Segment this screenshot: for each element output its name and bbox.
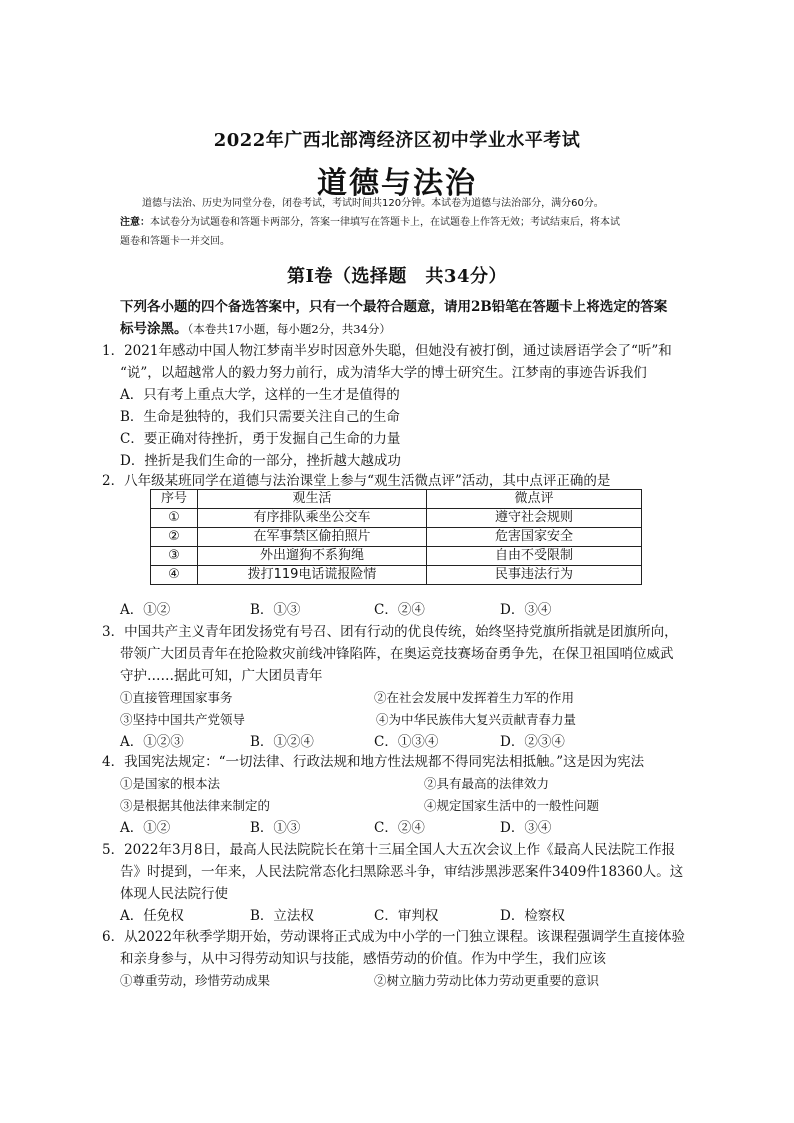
question-6-stem-line-2: 和亲身参与，从中习得劳动知识与技能，感悟劳动的价值。作为中学生，我们应该	[120, 951, 606, 967]
question-6-stem-line-1: 6．从2022年秋季学期开始，劳动课将正式成为中小学的一门独立课程。该课程强调学生直接体验	[102, 929, 685, 945]
notes-line-2	[120, 213, 692, 232]
question-6	[102, 926, 698, 992]
question-5-option-a: A．任免权	[120, 908, 184, 924]
question-3-option-b: B．①②④	[250, 734, 314, 750]
question-5-option-b: B．立法权	[250, 908, 314, 924]
notes-label: 注意：	[120, 217, 150, 228]
question-5-stem-line-3: 体现人民法院行使	[120, 886, 228, 902]
instructions-bold-end: 标号涂黑。	[120, 321, 188, 337]
question-2-option-c: C．②④	[374, 602, 425, 618]
observation-table	[150, 489, 642, 585]
question-3-option-a: A．①②③	[120, 734, 184, 750]
exam-title: 2022年广西北部湾经济区初中学业水平考试	[213, 130, 581, 151]
question-5	[102, 839, 698, 927]
table-cell: 外出遛狗不系狗绳	[198, 547, 427, 566]
question-1-stem-line-1: 1．2021年感动中国人物江梦南半岁时因意外失聪，但她没有被打倒，通过读唇语学会了“听”和	[102, 343, 672, 359]
question-1-stem-line-2: “说”，以超越常人的毅力努力前行，成为清华大学的博士研究生。江梦南的事迹告诉我们	[120, 365, 647, 381]
question-2-stem-line-1: 2．八年级某班同学在道德与法治课堂上参与“观生活微点评”活动，其中点评正确的是	[102, 473, 611, 489]
question-3-statement-1: ①直接管理国家事务	[120, 690, 233, 705]
question-4-statement-4: ④规定国家生活中的一般性问题	[424, 798, 600, 813]
question-4-statement-row	[102, 773, 698, 795]
notes-line-2-text: 本试卷分为试题卷和答题卡两部分，答案一律填写在答题卡上，在试题卷上作答无效；考试结束后，将本试	[150, 217, 620, 228]
question-5-option-row	[102, 905, 698, 927]
question-4-statement-3: ③是根据其他法律来制定的	[120, 798, 271, 813]
table-cell: 民事违法行为	[427, 566, 642, 585]
question-5-stem-line-2: 告》时提到，一年来，人民法院常态化扫黑除恶斗争，审结涉黑涉恶案件3409件18360人。这	[120, 864, 684, 880]
question-4-statement-1: ①是国家的根本法	[120, 776, 221, 791]
question-4-option-d: D．③④	[500, 820, 552, 836]
question-2-option-row	[102, 599, 698, 621]
table-header-cell: 观生活	[198, 490, 427, 509]
table-row	[151, 566, 642, 585]
question-2-option-d: D．③④	[500, 602, 552, 618]
section-instructions	[120, 296, 692, 340]
question-5-stem-line-1: 5．2022年3月8日，最高人民法院院长在第十三届全国人大五次会议上作《最高人民法院工作报	[102, 842, 676, 858]
table-row	[151, 547, 642, 566]
table-cell: 危害国家安全	[427, 528, 642, 547]
question-3-stem-line-2: 带领广大团员青年在抢险救灾前线冲锋陷阵，在奥运竞技赛场奋勇争先，在保卫祖国哨位威武	[120, 646, 674, 662]
table-cell: ①	[151, 509, 198, 528]
question-4-option-a: A．①②	[120, 820, 171, 836]
question-4	[102, 751, 698, 839]
question-4-stem-line-1: 4．我国宪法规定：“一切法律、行政法规和地方性法规都不得同宪法相抵触。”这是因为宪法	[102, 754, 645, 770]
notes-line-1: 道德与法治、历史为同堂分卷，闭卷考试，考试时间共120分钟。本试卷为道德与法治部分，满分60分。	[142, 198, 604, 209]
table-row	[151, 528, 642, 547]
question-4-option-c: C．②④	[374, 820, 425, 836]
question-3-stem-line-1: 3．中国共产主义青年团发扬党有号召、团有行动的优良传统，始终坚持党旗所指就是团旗所向，	[102, 624, 678, 640]
table-cell: 遵守社会规则	[427, 509, 642, 528]
question-6-statement-row	[102, 970, 698, 992]
question-6-statement-2: ②树立脑力劳动比体力劳动更重要的意识	[374, 973, 600, 988]
question-5-option-d: D．检察权	[500, 908, 565, 924]
table-cell: ②	[151, 528, 198, 547]
table-cell: ③	[151, 547, 198, 566]
question-1-option-c: C．要正确对待挫折，勇于发掘自己生命的力量	[120, 431, 401, 447]
exam-notes	[120, 194, 692, 251]
instructions-note: （本卷共17小题，每小题2分，共34分）	[187, 322, 391, 336]
question-3-statement-row	[102, 709, 698, 731]
question-4-statement-2: ②具有最高的法律效力	[424, 776, 550, 791]
question-1-option-d: D．挫折是我们生命的一部分，挫折越大越成功	[120, 453, 401, 469]
table-cell: 自由不受限制	[427, 547, 642, 566]
question-1-option-a: A．只有考上重点大学，这样的一生才是值得的	[120, 387, 400, 403]
question-3	[102, 621, 698, 753]
question-3-stem-line-3: 守护……据此可知，广大团员青年	[120, 668, 323, 684]
table-cell: 有序排队乘坐公交车	[198, 509, 427, 528]
section-title: 第Ⅰ卷（选择题 共34分）	[287, 266, 507, 287]
table-header-cell: 序号	[151, 490, 198, 509]
question-2-option-a: A．①②	[120, 602, 171, 618]
question-3-statement-2: ②在社会发展中发挥着生力军的作用	[374, 690, 575, 705]
instructions-line-1: 下列各小题的四个备选答案中，只有一个最符合题意，请用2B铅笔在答题卡上将选定的答案	[120, 299, 668, 315]
question-4-option-row	[102, 817, 698, 839]
question-3-option-d: D．②③④	[500, 734, 565, 750]
question-3-statement-row	[102, 687, 698, 709]
question-3-statement-3: ③坚持中国共产党领导	[120, 712, 246, 727]
table-header-row	[151, 490, 642, 509]
question-6-statement-1: ①尊重劳动，珍惜劳动成果	[120, 973, 271, 988]
instructions-line-2	[120, 318, 692, 340]
question-3-statement-4: ④为中华民族伟大复兴贡献青春力量	[376, 712, 577, 727]
question-4-statement-row	[102, 795, 698, 817]
question-3-option-row	[102, 731, 698, 753]
table-header-cell: 微点评	[427, 490, 642, 509]
question-1	[102, 340, 698, 472]
question-2-options	[102, 599, 698, 621]
table-cell: ④	[151, 566, 198, 585]
table-cell: 在军事禁区偷拍照片	[198, 528, 427, 547]
notes-line-3: 题卷和答题卡一并交回。	[120, 236, 230, 247]
question-3-option-c: C．①③④	[374, 734, 439, 750]
question-1-option-b: B．生命是独特的，我们只需要关注自己的生命	[120, 409, 400, 425]
table-row	[151, 509, 642, 528]
question-5-option-c: C．审判权	[374, 908, 439, 924]
table-cell: 拨打119电话谎报险情	[198, 566, 427, 585]
question-4-option-b: B．①③	[250, 820, 301, 836]
question-2-option-b: B．①③	[250, 602, 301, 618]
subject-title: 道德与法治	[317, 166, 477, 201]
